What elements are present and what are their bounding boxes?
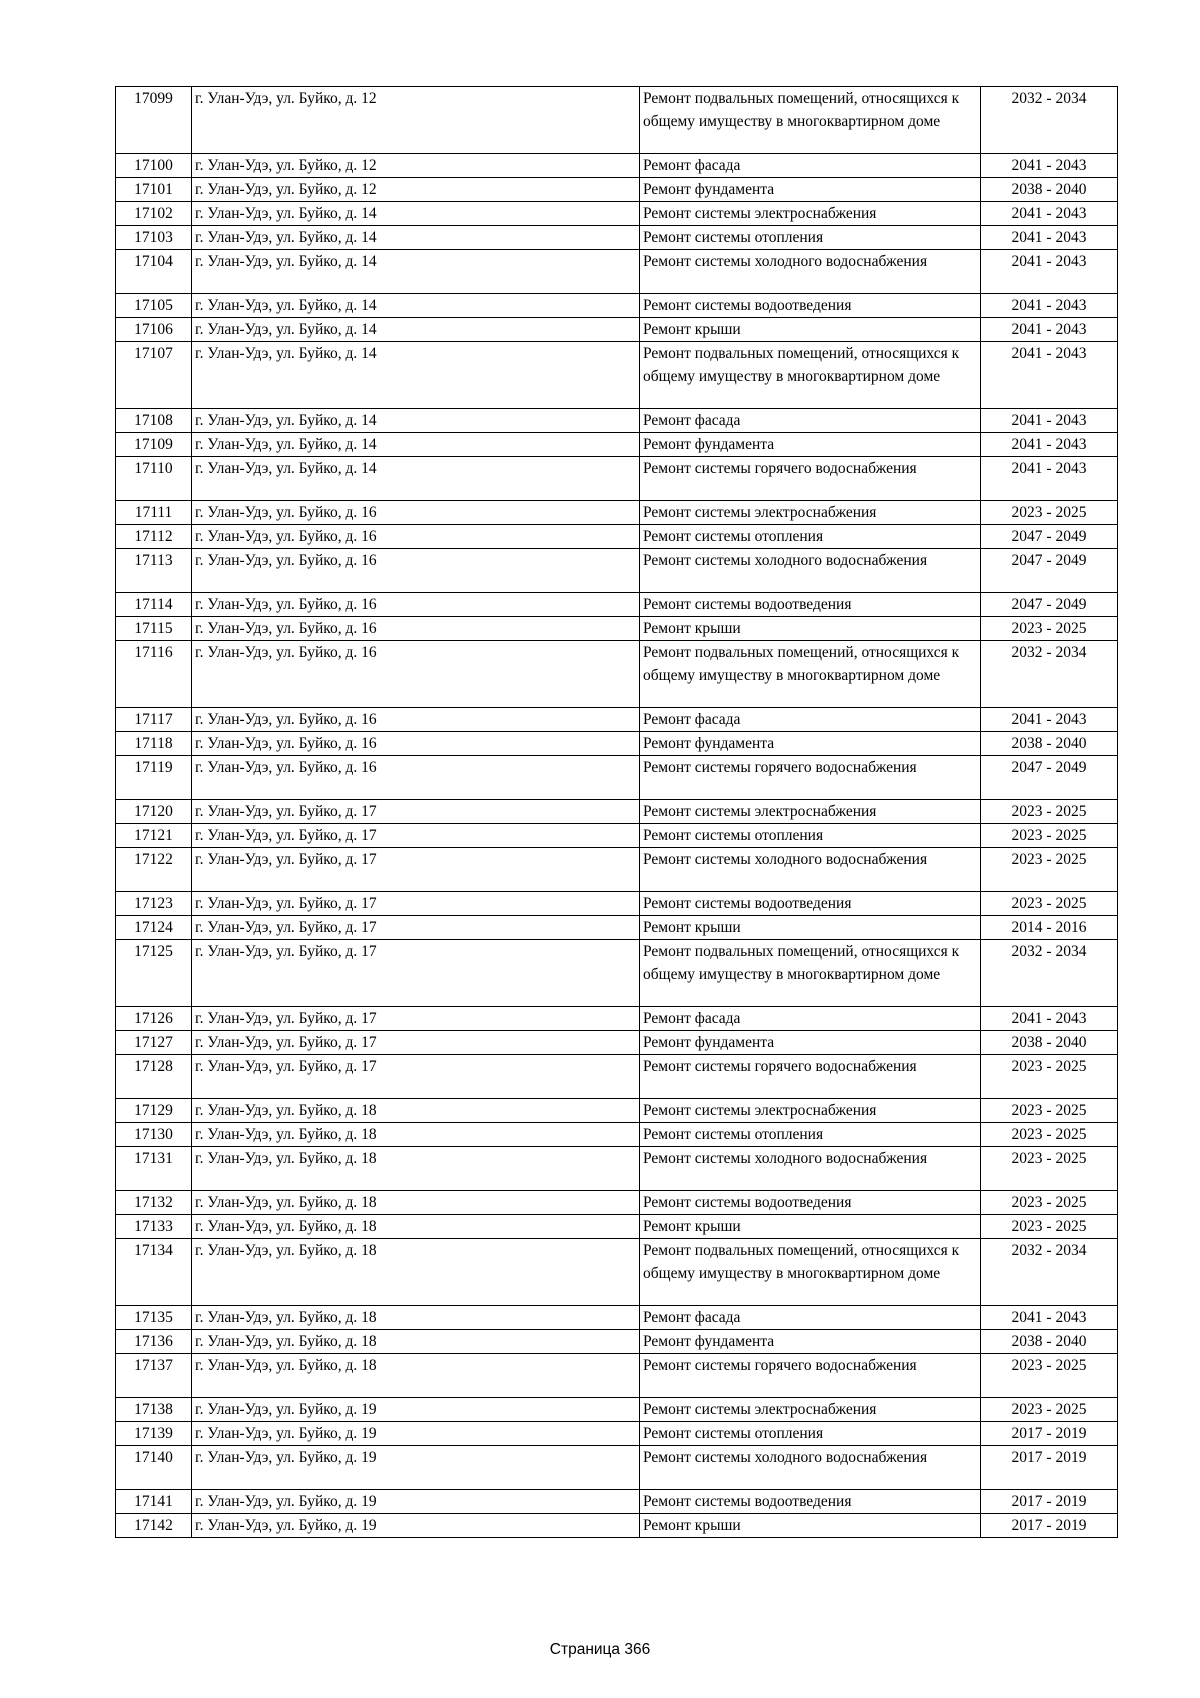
period-cell: 2023 - 2025 — [981, 1099, 1118, 1123]
address-cell: г. Улан-Удэ, ул. Буйко, д. 17 — [192, 940, 640, 1007]
work-type-cell: Ремонт системы электроснабжения — [640, 1099, 981, 1123]
period-cell: 2041 - 2043 — [981, 1306, 1118, 1330]
row-number-cell: 17106 — [116, 318, 192, 342]
address-cell: г. Улан-Удэ, ул. Буйко, д. 19 — [192, 1514, 640, 1538]
row-number-cell: 17136 — [116, 1330, 192, 1354]
work-type-cell: Ремонт подвальных помещений, относящихся к общему имуществу в многоквартирном доме — [640, 641, 981, 708]
period-cell: 2041 - 2043 — [981, 342, 1118, 409]
work-type-cell: Ремонт системы отопления — [640, 824, 981, 848]
work-type-cell: Ремонт системы водоотведения — [640, 1490, 981, 1514]
row-number-cell: 17127 — [116, 1031, 192, 1055]
work-type-cell: Ремонт системы электроснабжения — [640, 501, 981, 525]
period-cell: 2014 - 2016 — [981, 916, 1118, 940]
address-cell: г. Улан-Удэ, ул. Буйко, д. 14 — [192, 342, 640, 409]
table-row — [116, 1514, 1118, 1538]
address-cell: г. Улан-Удэ, ул. Буйко, д. 17 — [192, 892, 640, 916]
table-row — [116, 617, 1118, 641]
work-type-cell: Ремонт фасада — [640, 708, 981, 732]
address-cell: г. Улан-Удэ, ул. Буйко, д. 18 — [192, 1239, 640, 1306]
address-cell: г. Улан-Удэ, ул. Буйко, д. 17 — [192, 916, 640, 940]
period-cell: 2023 - 2025 — [981, 824, 1118, 848]
period-cell: 2038 - 2040 — [981, 1031, 1118, 1055]
row-number-cell: 17124 — [116, 916, 192, 940]
period-cell: 2041 - 2043 — [981, 250, 1118, 294]
period-cell: 2047 - 2049 — [981, 525, 1118, 549]
work-type-cell: Ремонт системы электроснабжения — [640, 202, 981, 226]
table-row — [116, 1330, 1118, 1354]
work-type-cell: Ремонт системы холодного водоснабжения — [640, 1446, 981, 1490]
address-cell: г. Улан-Удэ, ул. Буйко, д. 19 — [192, 1490, 640, 1514]
table-row — [116, 848, 1118, 892]
period-cell: 2041 - 2043 — [981, 294, 1118, 318]
row-number-cell: 17129 — [116, 1099, 192, 1123]
table-row — [116, 226, 1118, 250]
row-number-cell: 17123 — [116, 892, 192, 916]
work-type-cell: Ремонт фасада — [640, 1007, 981, 1031]
work-type-cell: Ремонт системы горячего водоснабжения — [640, 457, 981, 501]
period-cell: 2023 - 2025 — [981, 848, 1118, 892]
row-number-cell: 17103 — [116, 226, 192, 250]
work-type-cell: Ремонт системы водоотведения — [640, 892, 981, 916]
row-number-cell: 17138 — [116, 1398, 192, 1422]
work-type-cell: Ремонт фундамента — [640, 178, 981, 202]
row-number-cell: 17114 — [116, 593, 192, 617]
row-number-cell: 17128 — [116, 1055, 192, 1099]
work-type-cell: Ремонт крыши — [640, 1215, 981, 1239]
period-cell: 2023 - 2025 — [981, 892, 1118, 916]
work-type-cell: Ремонт крыши — [640, 318, 981, 342]
address-cell: г. Улан-Удэ, ул. Буйко, д. 16 — [192, 501, 640, 525]
table-row — [116, 732, 1118, 756]
address-cell: г. Улан-Удэ, ул. Буйко, д. 16 — [192, 593, 640, 617]
table-row — [116, 1055, 1118, 1099]
row-number-cell: 17137 — [116, 1354, 192, 1398]
table-row — [116, 433, 1118, 457]
work-type-cell: Ремонт системы холодного водоснабжения — [640, 1147, 981, 1191]
work-type-cell: Ремонт фундамента — [640, 1031, 981, 1055]
table-row — [116, 1031, 1118, 1055]
row-number-cell: 17142 — [116, 1514, 192, 1538]
row-number-cell: 17118 — [116, 732, 192, 756]
table-row — [116, 1422, 1118, 1446]
period-cell: 2041 - 2043 — [981, 708, 1118, 732]
table-row — [116, 1398, 1118, 1422]
period-cell: 2023 - 2025 — [981, 501, 1118, 525]
table-row — [116, 916, 1118, 940]
work-type-cell: Ремонт фундамента — [640, 1330, 981, 1354]
address-cell: г. Улан-Удэ, ул. Буйко, д. 17 — [192, 848, 640, 892]
table-row — [116, 342, 1118, 409]
table-row — [116, 800, 1118, 824]
table-row — [116, 457, 1118, 501]
table-row — [116, 1099, 1118, 1123]
period-cell: 2017 - 2019 — [981, 1446, 1118, 1490]
work-type-cell: Ремонт фасада — [640, 154, 981, 178]
address-cell: г. Улан-Удэ, ул. Буйко, д. 14 — [192, 318, 640, 342]
address-cell: г. Улан-Удэ, ул. Буйко, д. 14 — [192, 457, 640, 501]
work-type-cell: Ремонт системы отопления — [640, 525, 981, 549]
address-cell: г. Улан-Удэ, ул. Буйко, д. 12 — [192, 178, 640, 202]
address-cell: г. Улан-Удэ, ул. Буйко, д. 14 — [192, 202, 640, 226]
work-type-cell: Ремонт системы холодного водоснабжения — [640, 549, 981, 593]
period-cell: 2032 - 2034 — [981, 1239, 1118, 1306]
address-cell: г. Улан-Удэ, ул. Буйко, д. 16 — [192, 525, 640, 549]
period-cell: 2047 - 2049 — [981, 549, 1118, 593]
address-cell: г. Улан-Удэ, ул. Буйко, д. 17 — [192, 824, 640, 848]
period-cell: 2041 - 2043 — [981, 226, 1118, 250]
row-number-cell: 17101 — [116, 178, 192, 202]
table-row — [116, 1490, 1118, 1514]
row-number-cell: 17108 — [116, 409, 192, 433]
table-row — [116, 1147, 1118, 1191]
address-cell: г. Улан-Удэ, ул. Буйко, д. 14 — [192, 294, 640, 318]
address-cell: г. Улан-Удэ, ул. Буйко, д. 16 — [192, 708, 640, 732]
repair-schedule-table — [115, 86, 1118, 1538]
table-row — [116, 525, 1118, 549]
row-number-cell: 17141 — [116, 1490, 192, 1514]
table-row — [116, 824, 1118, 848]
row-number-cell: 17099 — [116, 87, 192, 154]
period-cell: 2023 - 2025 — [981, 617, 1118, 641]
period-cell: 2023 - 2025 — [981, 1123, 1118, 1147]
row-number-cell: 17122 — [116, 848, 192, 892]
table-row — [116, 641, 1118, 708]
work-type-cell: Ремонт системы водоотведения — [640, 294, 981, 318]
table-row — [116, 154, 1118, 178]
address-cell: г. Улан-Удэ, ул. Буйко, д. 18 — [192, 1147, 640, 1191]
address-cell: г. Улан-Удэ, ул. Буйко, д. 18 — [192, 1330, 640, 1354]
period-cell: 2041 - 2043 — [981, 433, 1118, 457]
address-cell: г. Улан-Удэ, ул. Буйко, д. 16 — [192, 732, 640, 756]
row-number-cell: 17139 — [116, 1422, 192, 1446]
address-cell: г. Улан-Удэ, ул. Буйко, д. 19 — [192, 1398, 640, 1422]
row-number-cell: 17120 — [116, 800, 192, 824]
period-cell: 2023 - 2025 — [981, 1215, 1118, 1239]
row-number-cell: 17111 — [116, 501, 192, 525]
table-row — [116, 708, 1118, 732]
table-row — [116, 1239, 1118, 1306]
row-number-cell: 17130 — [116, 1123, 192, 1147]
row-number-cell: 17117 — [116, 708, 192, 732]
work-type-cell: Ремонт системы горячего водоснабжения — [640, 1354, 981, 1398]
address-cell: г. Улан-Удэ, ул. Буйко, д. 18 — [192, 1215, 640, 1239]
period-cell: 2041 - 2043 — [981, 457, 1118, 501]
address-cell: г. Улан-Удэ, ул. Буйко, д. 19 — [192, 1422, 640, 1446]
period-cell: 2041 - 2043 — [981, 1007, 1118, 1031]
work-type-cell: Ремонт системы холодного водоснабжения — [640, 250, 981, 294]
row-number-cell: 17131 — [116, 1147, 192, 1191]
row-number-cell: 17132 — [116, 1191, 192, 1215]
period-cell: 2041 - 2043 — [981, 202, 1118, 226]
address-cell: г. Улан-Удэ, ул. Буйко, д. 16 — [192, 617, 640, 641]
period-cell: 2023 - 2025 — [981, 1398, 1118, 1422]
row-number-cell: 17119 — [116, 756, 192, 800]
work-type-cell: Ремонт системы горячего водоснабжения — [640, 1055, 981, 1099]
table-row — [116, 202, 1118, 226]
address-cell: г. Улан-Удэ, ул. Буйко, д. 18 — [192, 1123, 640, 1147]
row-number-cell: 17112 — [116, 525, 192, 549]
work-type-cell: Ремонт подвальных помещений, относящихся к общему имуществу в многоквартирном доме — [640, 1239, 981, 1306]
work-type-cell: Ремонт фасада — [640, 1306, 981, 1330]
address-cell: г. Улан-Удэ, ул. Буйко, д. 18 — [192, 1191, 640, 1215]
address-cell: г. Улан-Удэ, ул. Буйко, д. 17 — [192, 1031, 640, 1055]
period-cell: 2017 - 2019 — [981, 1514, 1118, 1538]
address-cell: г. Улан-Удэ, ул. Буйко, д. 12 — [192, 154, 640, 178]
table-row — [116, 501, 1118, 525]
period-cell: 2038 - 2040 — [981, 178, 1118, 202]
row-number-cell: 17133 — [116, 1215, 192, 1239]
row-number-cell: 17109 — [116, 433, 192, 457]
page-number: Страница 366 — [549, 1641, 651, 1658]
work-type-cell: Ремонт крыши — [640, 1514, 981, 1538]
period-cell: 2017 - 2019 — [981, 1490, 1118, 1514]
period-cell: 2032 - 2034 — [981, 641, 1118, 708]
work-type-cell: Ремонт фундамента — [640, 732, 981, 756]
period-cell: 2023 - 2025 — [981, 800, 1118, 824]
table-row — [116, 294, 1118, 318]
period-cell: 2041 - 2043 — [981, 318, 1118, 342]
table-row — [116, 1446, 1118, 1490]
period-cell: 2047 - 2049 — [981, 593, 1118, 617]
work-type-cell: Ремонт системы горячего водоснабжения — [640, 756, 981, 800]
work-type-cell: Ремонт подвальных помещений, относящихся к общему имуществу в многоквартирном доме — [640, 940, 981, 1007]
work-type-cell: Ремонт подвальных помещений, относящихся к общему имуществу в многоквартирном доме — [640, 342, 981, 409]
work-type-cell: Ремонт системы отопления — [640, 226, 981, 250]
row-number-cell: 17126 — [116, 1007, 192, 1031]
work-type-cell: Ремонт системы отопления — [640, 1422, 981, 1446]
period-cell: 2038 - 2040 — [981, 732, 1118, 756]
period-cell: 2023 - 2025 — [981, 1055, 1118, 1099]
table-row — [116, 756, 1118, 800]
address-cell: г. Улан-Удэ, ул. Буйко, д. 14 — [192, 409, 640, 433]
row-number-cell: 17125 — [116, 940, 192, 1007]
row-number-cell: 17100 — [116, 154, 192, 178]
row-number-cell: 17102 — [116, 202, 192, 226]
period-cell: 2038 - 2040 — [981, 1330, 1118, 1354]
table-body — [116, 87, 1118, 1538]
period-cell: 2041 - 2043 — [981, 154, 1118, 178]
work-type-cell: Ремонт системы электроснабжения — [640, 800, 981, 824]
period-cell: 2023 - 2025 — [981, 1354, 1118, 1398]
work-type-cell: Ремонт системы электроснабжения — [640, 1398, 981, 1422]
table-row — [116, 250, 1118, 294]
work-type-cell: Ремонт системы водоотведения — [640, 1191, 981, 1215]
work-type-cell: Ремонт системы водоотведения — [640, 593, 981, 617]
table-row — [116, 593, 1118, 617]
row-number-cell: 17135 — [116, 1306, 192, 1330]
work-type-cell: Ремонт фундамента — [640, 433, 981, 457]
table-row — [116, 87, 1118, 154]
work-type-cell: Ремонт крыши — [640, 916, 981, 940]
work-type-cell: Ремонт крыши — [640, 617, 981, 641]
row-number-cell: 17110 — [116, 457, 192, 501]
table-row — [116, 1215, 1118, 1239]
table-row — [116, 1306, 1118, 1330]
address-cell: г. Улан-Удэ, ул. Буйко, д. 17 — [192, 1007, 640, 1031]
table-row — [116, 940, 1118, 1007]
period-cell: 2032 - 2034 — [981, 940, 1118, 1007]
period-cell: 2023 - 2025 — [981, 1147, 1118, 1191]
row-number-cell: 17134 — [116, 1239, 192, 1306]
row-number-cell: 17107 — [116, 342, 192, 409]
address-cell: г. Улан-Удэ, ул. Буйко, д. 16 — [192, 756, 640, 800]
table-row — [116, 1354, 1118, 1398]
table-row — [116, 549, 1118, 593]
row-number-cell: 17105 — [116, 294, 192, 318]
period-cell: 2017 - 2019 — [981, 1422, 1118, 1446]
table-row — [116, 1123, 1118, 1147]
address-cell: г. Улан-Удэ, ул. Буйко, д. 18 — [192, 1354, 640, 1398]
work-type-cell: Ремонт системы отопления — [640, 1123, 981, 1147]
table-row — [116, 178, 1118, 202]
row-number-cell: 17116 — [116, 641, 192, 708]
row-number-cell: 17140 — [116, 1446, 192, 1490]
period-cell: 2023 - 2025 — [981, 1191, 1118, 1215]
address-cell: г. Улан-Удэ, ул. Буйко, д. 12 — [192, 87, 640, 154]
row-number-cell: 17104 — [116, 250, 192, 294]
address-cell: г. Улан-Удэ, ул. Буйко, д. 14 — [192, 433, 640, 457]
row-number-cell: 17113 — [116, 549, 192, 593]
row-number-cell: 17115 — [116, 617, 192, 641]
work-type-cell: Ремонт фасада — [640, 409, 981, 433]
period-cell: 2041 - 2043 — [981, 409, 1118, 433]
address-cell: г. Улан-Удэ, ул. Буйко, д. 17 — [192, 1055, 640, 1099]
address-cell: г. Улан-Удэ, ул. Буйко, д. 19 — [192, 1446, 640, 1490]
table-row — [116, 1007, 1118, 1031]
table-row — [116, 318, 1118, 342]
address-cell: г. Улан-Удэ, ул. Буйко, д. 16 — [192, 641, 640, 708]
address-cell: г. Улан-Удэ, ул. Буйко, д. 14 — [192, 226, 640, 250]
table-row — [116, 892, 1118, 916]
address-cell: г. Улан-Удэ, ул. Буйко, д. 16 — [192, 549, 640, 593]
address-cell: г. Улан-Удэ, ул. Буйко, д. 18 — [192, 1099, 640, 1123]
work-type-cell: Ремонт системы холодного водоснабжения — [640, 848, 981, 892]
table-row — [116, 1191, 1118, 1215]
work-type-cell: Ремонт подвальных помещений, относящихся к общему имуществу в многоквартирном доме — [640, 87, 981, 154]
period-cell: 2032 - 2034 — [981, 87, 1118, 154]
address-cell: г. Улан-Удэ, ул. Буйко, д. 17 — [192, 800, 640, 824]
period-cell: 2047 - 2049 — [981, 756, 1118, 800]
table-row — [116, 409, 1118, 433]
row-number-cell: 17121 — [116, 824, 192, 848]
address-cell: г. Улан-Удэ, ул. Буйко, д. 18 — [192, 1306, 640, 1330]
address-cell: г. Улан-Удэ, ул. Буйко, д. 14 — [192, 250, 640, 294]
